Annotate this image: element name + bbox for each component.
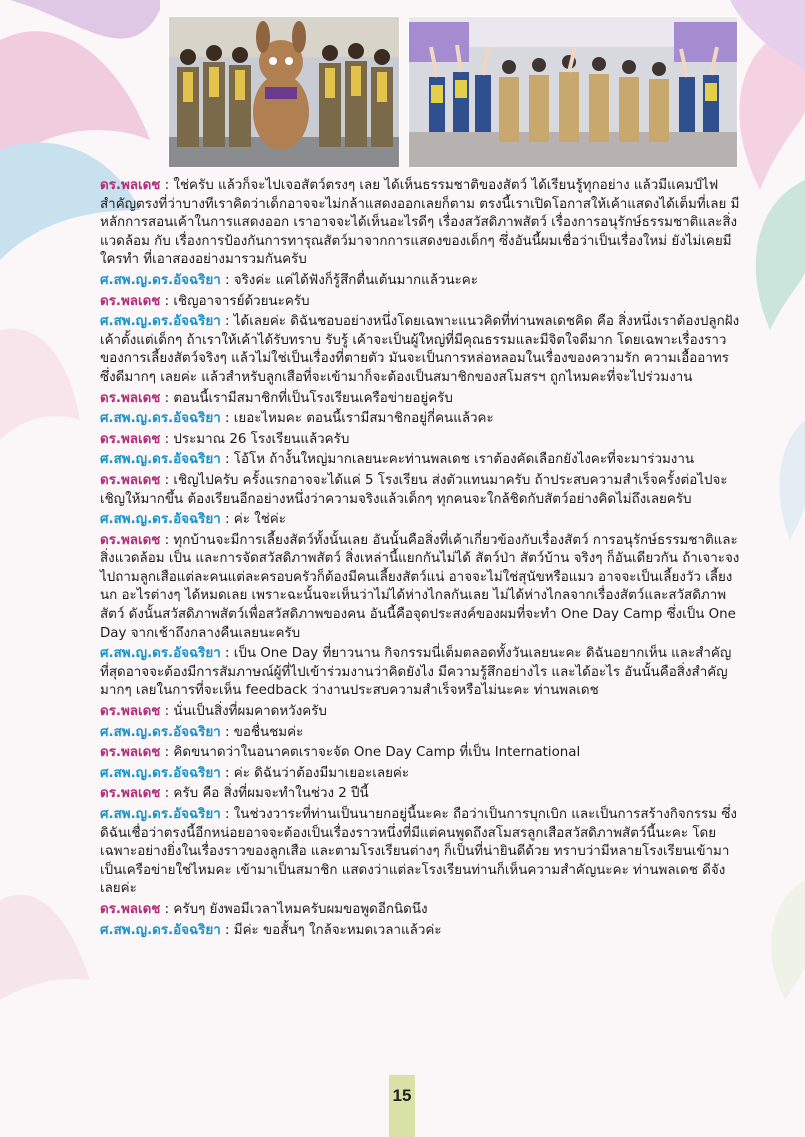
speaker-name: ดร.พลเดช bbox=[100, 532, 161, 548]
speaker-separator: : bbox=[164, 532, 170, 548]
dialogue-text: เยอะไหมคะ ตอนนี้เรามีสมาชิกอยู่กี่คนแล้วคะ bbox=[233, 411, 494, 427]
dialogue-turn bbox=[100, 410, 745, 429]
speaker-name: ดร.พลเดช bbox=[100, 178, 161, 193]
dialogue-text: ขอชื่นชมค่ะ bbox=[233, 724, 304, 740]
speaker-name: ดร.พลเดช bbox=[100, 390, 161, 406]
dialogue-turn bbox=[100, 765, 745, 784]
speaker-name: ศ.สพ.ญ.ดร.อัจฉริยา bbox=[100, 272, 221, 288]
speaker-name: ดร.พลเดช bbox=[100, 472, 161, 488]
dialogue-turn bbox=[100, 724, 745, 743]
dialogue-turn bbox=[100, 313, 745, 387]
speaker-separator: : bbox=[224, 314, 230, 330]
speaker-name: ดร.พลเดช bbox=[100, 293, 161, 309]
dialogue-turn bbox=[100, 645, 745, 701]
dialogue-text: เป็น One Day ที่ยาวนาน กิจกรรมนี่เต็มตลอดทั้งวันเลยนะคะ ดิฉันอยากเห็น และสำคัญที่สุดอาจจะต้องมีการสัมภาษณ์ผู้ที่ไปเข้าร่วมงานว่าคิดยังไง มีความรู้สึกอย่างไร และได้อะไร อันนั้นคือสิ่งสำคัญมากๆ เลยในการที่จะเห็น feedback ว่างานประสบความสำเร็จหรือไม่นะคะ ท่านพลเดช bbox=[100, 646, 732, 699]
speaker-separator: : bbox=[164, 293, 170, 309]
page-number: 15 bbox=[389, 1075, 415, 1137]
speaker-separator: : bbox=[224, 646, 230, 662]
speaker-separator: : bbox=[164, 704, 170, 720]
speaker-separator: : bbox=[164, 178, 170, 193]
speaker-separator: : bbox=[224, 724, 230, 740]
speaker-name: ดร.พลเดช bbox=[100, 786, 161, 802]
dialogue-text: ใช่ครับ แล้วก็จะไปเจอสัตว์ตรงๆ เลย ได้เห็นธรรมชาติของสัตว์ ได้เรียนรู้ทุกอย่าง แล้วมีแคมป์ไฟสำคัญตรงที่ว่าบางทีเราคิดว่าเด็กอาจจะไม่กล้าแสดงออกเลยก็ตาม ตรงนี้เราเปิดโอกาสให้เค้าแสดงได้เต็มที่เลย มีหลักการสอนเค้าในการแสดงออก เราอาจจะได้เห็นอะไรดีๆ เรื่องสวัสดิภาพสัตว์ เรื่องการอนุรักษ์ธรรมชาติและสิ่งแวดล้อม กับ เรื่องการป้องกันการทารุณสัตว์มาจากการแสดงของเด็กๆ ซึ่งอันนี้ผมเชื่อว่าเป็นเรื่องใหม่ ยังไม่เคยมีใครทำ ที่เอาสองอย่างมารวมกันครับ bbox=[100, 178, 740, 268]
speaker-separator: : bbox=[224, 922, 230, 938]
speaker-name: ศ.สพ.ญ.ดร.อัจฉริยา bbox=[100, 512, 221, 528]
speaker-separator: : bbox=[164, 472, 170, 488]
dialogue-text: ครับๆ ยังพอมีเวลาไหมครับผมขอพูดอีกนิดนึง bbox=[173, 901, 428, 917]
speaker-name: ศ.สพ.ญ.ดร.อัจฉริยา bbox=[100, 646, 221, 662]
dialogue-turn bbox=[100, 511, 745, 530]
dialogue-text: จริงค่ะ แค่ได้ฟังก็รู้สึกตื่นเต้นมากแล้วนะคะ bbox=[233, 272, 478, 288]
speaker-name: ศ.สพ.ญ.ดร.อัจฉริยา bbox=[100, 411, 221, 427]
dialogue-turn bbox=[100, 293, 745, 312]
dialogue-turn bbox=[100, 431, 745, 450]
speaker-name: ดร.พลเดช bbox=[100, 745, 161, 761]
speaker-separator: : bbox=[224, 272, 230, 288]
scouts-with-mascot-photo bbox=[168, 16, 400, 168]
speaker-separator: : bbox=[164, 901, 170, 917]
dialogue-turn bbox=[100, 785, 745, 804]
speaker-name: ศ.สพ.ญ.ดร.อัจฉริยา bbox=[100, 765, 221, 781]
speaker-name: ดร.พลเดช bbox=[100, 704, 161, 720]
speaker-separator: : bbox=[224, 765, 230, 781]
dialogue-turn bbox=[100, 451, 745, 470]
dialogue-text: ค่ะ ดิฉันว่าต้องมีมาเยอะเลยค่ะ bbox=[233, 765, 410, 781]
speaker-separator: : bbox=[164, 390, 170, 406]
event-crowd-photo bbox=[408, 16, 738, 168]
dialogue-text: ค่ะ ใช่ค่ะ bbox=[233, 512, 286, 528]
speaker-name: ศ.สพ.ญ.ดร.อัจฉริยา bbox=[100, 922, 221, 938]
interview-transcript bbox=[100, 177, 745, 942]
speaker-separator: : bbox=[164, 745, 170, 761]
speaker-separator: : bbox=[224, 807, 230, 822]
dialogue-text: เชิญอาจารย์ด้วยนะครับ bbox=[173, 293, 310, 309]
dialogue-turn bbox=[100, 744, 745, 763]
dialogue-turn bbox=[100, 901, 745, 920]
speaker-name: ศ.สพ.ญ.ดร.อัจฉริยา bbox=[100, 452, 221, 468]
speaker-separator: : bbox=[224, 411, 230, 427]
dialogue-turn bbox=[100, 177, 745, 270]
dialogue-text: ประมาณ 26 โรงเรียนแล้วครับ bbox=[173, 431, 350, 447]
dialogue-text: ครับ คือ สิ่งที่ผมจะทำในช่วง 2 ปีนี้ bbox=[173, 786, 369, 802]
dialogue-text: ในช่วงวาระที่ท่านเป็นนายกอยู่นี้นะคะ ถือว่าเป็นการบุกเบิก และเป็นการสร้างกิจกรรม ซึ่งดิฉันเชื่อว่าตรงนี้อีกหน่อยอาจจะต้องเป็นเรื่องราวหนึ่งที่มีแต่คนพูดถึงสโมสรลูกเสือสวัสดิภาพสัตว์นี้นะคะ โดยเฉพาะอย่างยิ่งในเรื่องราวของลูกเสือ และตามโรงเรียนต่างๆ ก็เป็นที่น่ายินดีด้วย ทราบว่ามีหลายโรงเรียนเข้ามาเป็นเครือข่ายใช่ไหมคะ เข้ามาเป็นสมาชิก แสดงว่าแต่ละโรงเรียนท่านก็เห็นความสำคัญนะคะ ท่านพลเดช ดีจังเลยค่ะ bbox=[100, 807, 737, 897]
dialogue-text: มีค่ะ ขอสั้นๆ ใกล้จะหมดเวลาแล้วค่ะ bbox=[233, 922, 442, 938]
dialogue-text: ได้เลยค่ะ ดิฉันชอบอย่างหนึ่งโดยเฉพาะแนวคิดที่ท่านพลเดชคิด คือ สิ่งหนึ่งเราต้องปลูกฝังเค้าตั้งแต่เด็กๆ ถ้าเราให้เค้าได้รับทราบ รับรู้ เค้าจะเป็นผู้ใหญ่ที่มีคุณธรรมและมีจิตใจดีมาก โดยเฉพาะเรื่องราวของการเลี้ยงสัตว์จริงๆ แล้วไม่ใช่เป็นเรื่องที่ตายตัว มันจะเป็นการหล่อหลอมในเรื่องของความรัก ความเอื้ออาทร ซึ่งดีมากๆ เลยค่ะ แล้วสำหรับลูกเสือที่จะเข้ามาก็จะต้องเป็นสมาชิกของสโมสรฯ ถูกไหมคะที่จะไปร่วมงาน bbox=[100, 314, 740, 385]
dialogue-text: ทุกบ้านจะมีการเลี้ยงสัตว์ทั้งนั้นเลย อันนั้นคือสิ่งที่เค้าเกี่ยวข้องกับเรื่องสัตว์ การอนุรักษ์ธรรมชาติและสิ่งแวดล้อม เป็น และการจัดสวัสดิภาพสัตว์ สิ่งเหล่านี้แยกกันไม่ได้ สัตว์ป่า สัตว์บ้าน จริงๆ ก็อันเดียวกัน ถ้าเจาะจงไปถามลูกเสือแต่ละคนแต่ละครอบครัวก็ต้องมีคนเลี้ยงสัตว์แน่ อาจจะไม่ใช่สุนัขหรือแมว อาจจะเป็นเลี้ยงวัว เลี้ยงนก อะไรต่างๆ ได้หมดเลย เพราะฉะนั้นจะเห็นว่าไม่ได้ห่างไกลกันเลย ไม่ได้ห่างไกลจากเรื่องสัตว์และสวัสดิภาพสัตว์ ดังนั้นสวัสดิภาพสัตว์เพื่อสวัสดิภาพของคน อันนี้คือจุดประสงค์ของผมที่จะทำ One Day Camp ซึ่งเป็น One Day จากเช้าถึงกลางคืนเลยนะครับ bbox=[100, 532, 740, 641]
dialogue-turn bbox=[100, 922, 745, 941]
dialogue-text: ตอนนี้เรามีสมาชิกที่เป็นโรงเรียนเครือข่ายอยู่ครับ bbox=[173, 390, 453, 406]
dialogue-turn bbox=[100, 806, 745, 899]
speaker-name: ศ.สพ.ญ.ดร.อัจฉริยา bbox=[100, 807, 221, 822]
speaker-name: ศ.สพ.ญ.ดร.อัจฉริยา bbox=[100, 724, 221, 740]
dialogue-text: นั่นเป็นสิ่งที่ผมคาดหวังครับ bbox=[173, 704, 327, 720]
dialogue-text: โอ้โห ถ้างั้นใหญ่มากเลยนะคะท่านพลเดช เราต้องคัดเลือกยังไงคะที่จะมาร่วมงาน bbox=[233, 452, 695, 468]
dialogue-text: คิดขนาดว่าในอนาคตเราจะจัด One Day Camp ที่เป็น International bbox=[173, 745, 581, 761]
speaker-separator: : bbox=[164, 431, 170, 447]
speaker-separator: : bbox=[224, 512, 230, 528]
speaker-separator: : bbox=[164, 786, 170, 802]
dialogue-turn bbox=[100, 390, 745, 409]
dialogue-turn bbox=[100, 703, 745, 722]
speaker-name: ดร.พลเดช bbox=[100, 431, 161, 447]
speaker-name: ดร.พลเดช bbox=[100, 901, 161, 917]
dialogue-turn bbox=[100, 272, 745, 291]
dialogue-turn bbox=[100, 472, 745, 509]
speaker-name: ศ.สพ.ญ.ดร.อัจฉริยา bbox=[100, 314, 221, 330]
dialogue-turn bbox=[100, 532, 745, 644]
dialogue-text: เชิญไปครับ ครั้งแรกอาจจะได้แค่ 5 โรงเรียน ส่งตัวแทนมาครับ ถ้าประสบความสำเร็จครั้งต่อไปจะเชิญให้มากขึ้น ต้องเรียนอีกอย่างหนึ่งว่าความจริงแล้วเด็กๆ ทุกคนจะใกล้ชิดกับสัตว์อย่างคิดไม่ถึงเลยครับ bbox=[100, 472, 728, 507]
speaker-separator: : bbox=[224, 452, 230, 468]
